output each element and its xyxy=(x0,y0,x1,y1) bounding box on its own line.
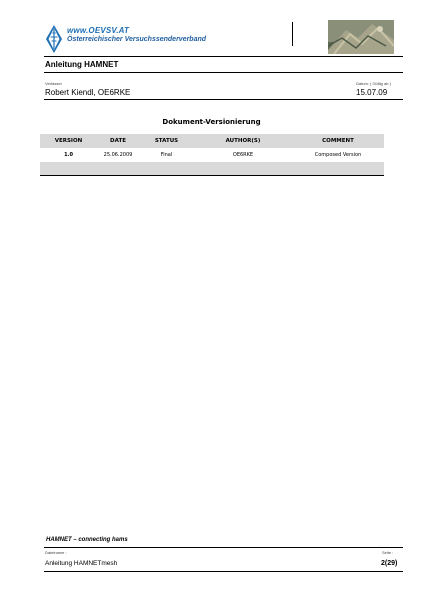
org-url: www.OEVSV.AT xyxy=(67,26,130,35)
column-header: STATUS xyxy=(139,134,194,148)
author-rule xyxy=(44,99,403,100)
column-header: COMMENT xyxy=(292,134,384,148)
document-title: Anleitung HAMNET xyxy=(45,60,119,69)
footer-rule xyxy=(44,547,403,548)
footer-tagline: HAMNET – connecting hams xyxy=(46,537,128,543)
status-cell: Final xyxy=(160,152,173,158)
table-row xyxy=(40,148,384,162)
author-value: Robert Kiendl, OE6RKE xyxy=(45,88,131,97)
table-header-row xyxy=(40,134,384,148)
table-empty-row xyxy=(40,162,384,176)
page-label: Seite : xyxy=(382,550,394,555)
author-label: Verfasser xyxy=(45,81,62,86)
comment-cell: Composed Version xyxy=(314,152,362,158)
page-number: 2(29) xyxy=(381,560,398,567)
date-cell: 25.06.2009 xyxy=(103,152,133,158)
versioning-title: Dokument-Versionierung xyxy=(162,118,261,126)
header-rule xyxy=(44,56,403,57)
title-rule xyxy=(44,72,403,73)
date-label: Datum: ( Gültig ab ) xyxy=(356,81,391,86)
column-header: DATE xyxy=(97,134,139,148)
version-cell: 1.0 xyxy=(64,152,73,158)
oevsv-logo-icon xyxy=(46,25,62,53)
date-value: 15.07.09 xyxy=(356,88,388,97)
version-table xyxy=(40,134,384,176)
column-header: VERSION xyxy=(40,134,97,148)
filename-label: Dateiname : xyxy=(45,550,67,555)
column-header: AUTHOR(S) xyxy=(194,134,292,148)
org-name: Österreichischer Versuchssenderverband xyxy=(67,36,207,43)
header-photo-icon xyxy=(328,20,394,54)
author-cell: OE6RKE xyxy=(232,152,254,158)
footer-bottom-rule xyxy=(44,571,403,572)
header-divider xyxy=(292,22,293,46)
filename-value: Anleitung HAMNETmesh xyxy=(45,560,118,567)
